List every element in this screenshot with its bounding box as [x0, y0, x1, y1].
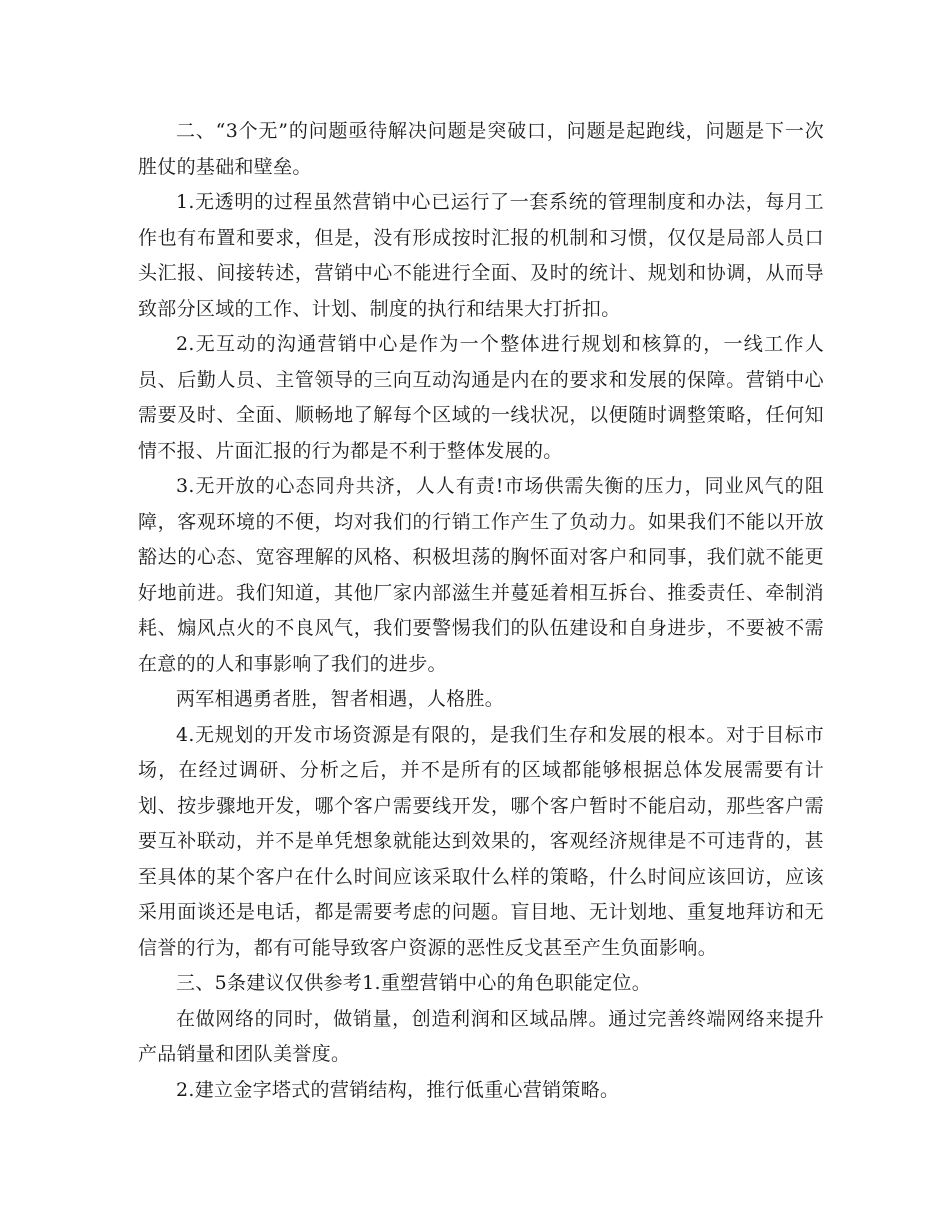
paragraph-proverb: 两军相遇勇者胜，智者相遇，人格胜。 — [176, 688, 505, 710]
paragraph-section-two-heading: 二、“3个无”的问题亟待解决问题是突破口，问题是起跑线，问题是下一次胜仗的基础和壁垒。 — [138, 120, 824, 178]
paragraph-point-4-no-planning: 4.无规划的开发市场资源是有限的，是我们生存和发展的根本。对于目标市场，在经过调研、分析之后，并不是所有的区域都能够根据总体发展需要有计划、按步骤地开发，哪个客户需要线开发，哪个客户暂时不能启动，那些客户需要互补联动，并不是单凭想象就能达到效果的，客观经济规律是不可违背的，甚至具体的某个客户在什么时间应该采取什么样的策略，什么时间应该回访，应该采用面谈还是电话，都是需要考虑的问题。盲目地、无计划地、重复地拜访和无信誉的行为，都有可能导致客户资源的恶性反戈甚至产生负面影响。 — [138, 723, 824, 959]
paragraph-point-2-no-interaction: 2.无互动的沟通营销中心是作为一个整体进行规划和核算的，一线工作人员、后勤人员、主管领导的三向互动沟通是内在的要求和发展的保障。营销中心需要及时、全面、顺畅地了解每个区域的一线状况，以便随时调整策略，任何知情不报、片面汇报的行为都是不利于整体发展的。 — [138, 333, 824, 462]
paragraph-network-sales: 在做网络的同时，做销量，创造利润和区域品牌。通过完善终端网络来提升产品销量和团队美誉度。 — [138, 1007, 824, 1065]
paragraph-suggestion-2: 2.建立金字塔式的营销结构，推行低重心营销策略。 — [176, 1078, 620, 1101]
paragraph-section-three-heading: 三、5条建议仅供参考1.重塑营销中心的角色职能定位。 — [176, 972, 652, 994]
document-body — [138, 114, 824, 1108]
paragraph-point-1-no-transparency: 1.无透明的过程虽然营销中心已运行了一套系统的管理制度和办法，每月工作也有布置和要求，但是，没有形成按时汇报的机制和习惯，仅仅是局部人员口头汇报、间接转述，营销中心不能进行全面、及时的统计、规划和协调，从而导致部分区域的工作、计划、制度的执行和结果大打折扣。 — [138, 191, 824, 320]
paragraph-point-3-no-openness: 3.无开放的心态同舟共济，人人有责!市场供需失衡的压力，同业风气的阻障，客观环境的不便，均对我们的行销工作产生了负动力。如果我们不能以开放豁达的心态、宽容理解的风格、积极坦荡的胸怀面对客户和同事，我们就不能更好地前进。我们知道，其他厂家内部滋生并蔓延着相互拆台、推委责任、牵制消耗、煽风点火的不良风气，我们要警惕我们的队伍建设和自身进步，不要被不需在意的的人和事影响了我们的进步。 — [138, 475, 824, 675]
